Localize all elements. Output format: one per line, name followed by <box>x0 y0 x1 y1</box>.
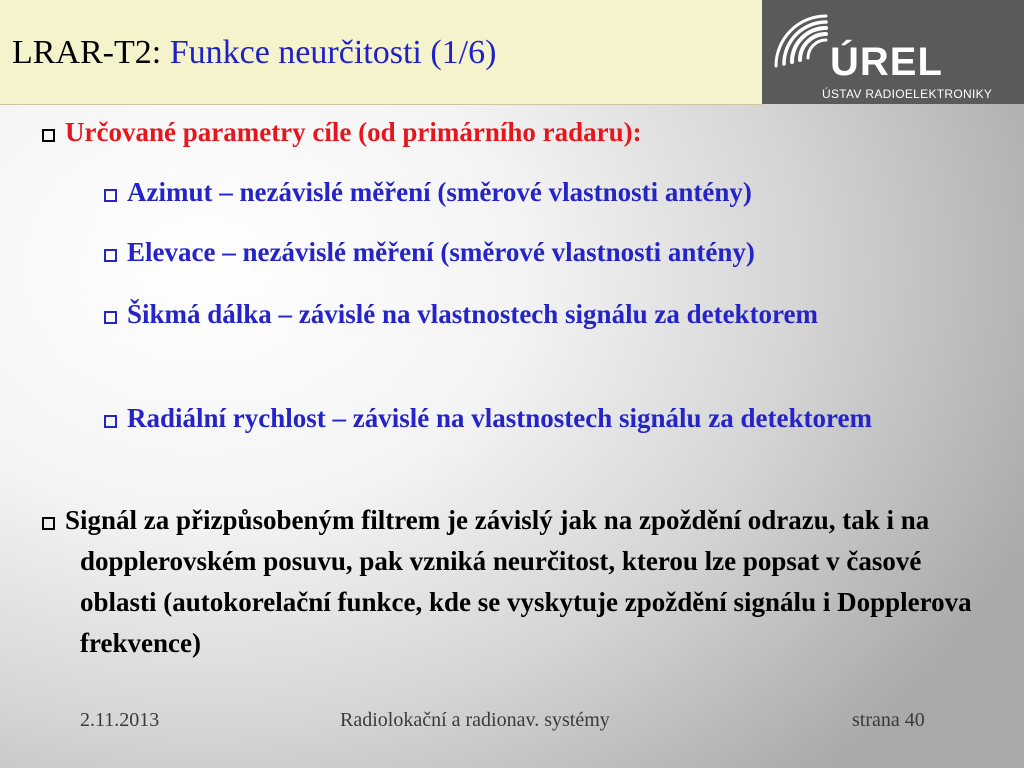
slide-title <box>12 33 496 73</box>
heading-text: Určované parametry cíle (od primárního radaru): <box>65 117 642 147</box>
checkbox-bullet-icon <box>104 249 117 262</box>
heading-item <box>42 112 980 152</box>
paragraph-item <box>42 500 1000 664</box>
logo-wordmark: ÚREL <box>830 40 943 84</box>
footer-course: Radiolokační a radionav. systémy <box>340 709 610 731</box>
checkbox-bullet-icon <box>104 189 117 202</box>
checkbox-bullet-icon <box>42 517 55 530</box>
title-main: Funkce neurčitosti (1/6) <box>169 34 497 71</box>
subitem-text: Šikmá dálka – závislé na vlastnostech signálu za detektorem <box>127 299 819 329</box>
subitem-elevation <box>104 232 984 272</box>
subitem-text: Azimut – nezávislé měření (směrové vlastnosti antény) <box>127 177 752 207</box>
title-prefix: LRAR-T2: <box>12 34 162 71</box>
subitem-radial-velocity <box>104 398 924 438</box>
logo-subtitle: ÚSTAV RADIOELEKTRONIKY <box>822 87 993 101</box>
footer-date: 2.11.2013 <box>80 709 160 731</box>
checkbox-bullet-icon <box>42 129 55 142</box>
paragraph-text: Signál za přizpůsobeným filtrem je závislý jak na zpoždění odrazu, tak i na dopplerovském posuvu, pak vzniká neurčitost, kterou lze popsat v časové oblasti (autokorelační funkce, kde se vyskytuje zpoždění signálu i Dopplerova frekvence) <box>65 505 972 658</box>
subitem-azimuth <box>104 172 984 212</box>
checkbox-bullet-icon <box>104 415 117 428</box>
checkbox-bullet-icon <box>104 311 117 324</box>
subitem-text: Radiální rychlost – závislé na vlastnostech signálu za detektorem <box>127 403 872 433</box>
subitem-slant-range <box>104 294 874 334</box>
footer-page-number: strana 40 <box>852 709 925 731</box>
title-bar <box>0 0 762 105</box>
subitem-text: Elevace – nezávislé měření (směrové vlastnosti antény) <box>127 237 755 267</box>
